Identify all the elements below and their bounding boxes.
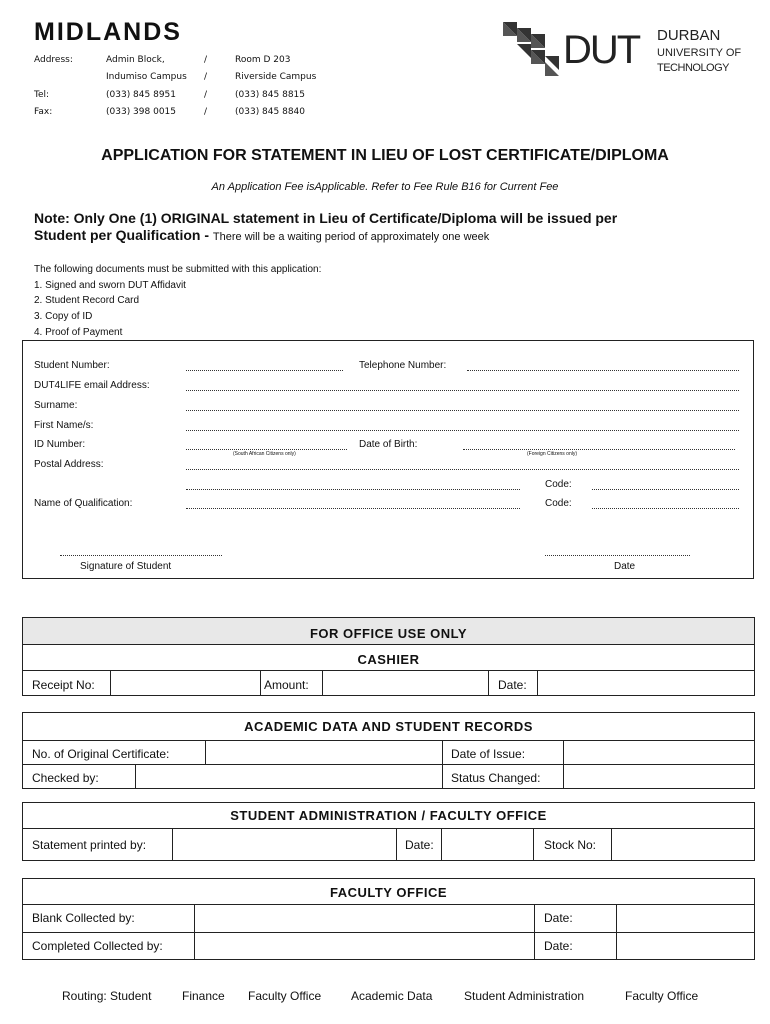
routing-academic-data: Academic Data [351,989,433,1003]
cashier-title: CASHIER [357,652,420,667]
tel-label: Tel: [34,90,50,100]
note-line2: Student per Qualification - [34,227,213,243]
office-use-title: FOR OFFICE USE ONLY [309,626,468,641]
qualification-label: Name of Qualification: [34,498,133,509]
address-slash: / [204,72,208,82]
tel-slash: / [204,90,208,100]
printed-by-label: Statement printed by: [32,838,147,852]
list-item: 3. Copy of ID [34,311,93,323]
dob-field[interactable] [463,449,735,450]
orig-cert-label: No. of Original Certificate: [32,747,170,761]
address-slash: / [204,55,208,65]
email-field[interactable] [186,390,739,391]
orig-cert-field[interactable] [206,741,441,764]
receipt-field[interactable] [111,671,259,696]
code-label: Code: [545,479,572,490]
stock-no-label: Stock No: [544,838,597,852]
documents-intro: The following documents must be submitted with this application: [34,264,322,275]
surname-field[interactable] [186,410,739,411]
list-item: 4. Proof of Payment [34,326,123,338]
note-line2-small: There will be a waiting period of approximately one week [212,231,490,243]
amount-field[interactable] [323,671,487,696]
fax-label: Fax: [34,107,53,117]
note [34,210,734,246]
code-label-2: Code: [545,498,572,509]
amount-label: Amount: [264,678,309,692]
campus-name: MIDLANDS [34,18,182,46]
fax-slash: / [204,107,208,117]
routing-label: Routing: Student [62,989,152,1003]
logo-abbr: DUT [563,28,640,72]
page-title: APPLICATION FOR STATEMENT IN LIEU OF LOST CERTIFICATE/DIPLOMA [101,147,669,164]
status-changed-field[interactable] [564,765,753,789]
routing-faculty-office-2: Faculty Office [625,989,699,1003]
academic-box [22,712,755,789]
address-2b: Riverside Campus [235,72,317,82]
tel-1: (033) 845 8951 [106,90,177,100]
completed-date-label: Date: [544,939,573,953]
first-names-label: First Name/s: [34,420,94,431]
dut-logo [503,22,653,78]
dut-logo-mark-icon [503,22,561,76]
receipt-label: Receipt No: [32,678,95,692]
blank-collected-label: Blank Collected by: [32,911,135,925]
admin-date-field[interactable] [442,829,532,861]
cashier-date-label: Date: [498,678,527,692]
address-1a: Admin Block, [106,55,165,65]
completed-collected-label: Completed Collected by: [32,939,163,953]
id-hint: (South African Citizens only) [233,451,296,457]
student-admin-title: STUDENT ADMINISTRATION / FACULTY OFFICE [230,808,547,823]
postal-field-2[interactable] [186,489,520,490]
address-label: Address: [34,55,73,65]
routing-faculty-office: Faculty Office [248,989,322,1003]
id-number-label: ID Number: [34,439,86,450]
blank-date-field[interactable] [617,905,753,932]
address-2a: Room D 203 [235,55,291,65]
documents-list [34,262,321,341]
id-number-field[interactable] [186,449,347,450]
academic-title: ACADEMIC DATA AND STUDENT RECORDS [244,719,533,734]
first-names-field[interactable] [186,430,739,431]
dob-label: Date of Birth: [359,439,418,450]
logo-line1: DURBAN [657,27,721,44]
student-admin-box [22,802,755,861]
note-line1: Note: Only One (1) ORIGINAL statement in Lieu of Certificate/Diploma will be issued per [34,210,618,226]
student-number-label: Student Number: [34,360,110,371]
office-cashier-box [22,617,755,696]
tel-2: (033) 845 8815 [235,90,306,100]
student-number-field[interactable] [186,370,343,371]
telephone-label: Telephone Number: [359,360,447,371]
email-label: DUT4LIFE email Address: [34,380,150,391]
faculty-office-box [22,878,755,960]
postal-label: Postal Address: [34,459,104,470]
date-issue-label: Date of Issue: [451,747,526,761]
postal-code-field[interactable] [592,489,739,490]
faculty-office-title: FACULTY OFFICE [329,885,448,900]
date-issue-field[interactable] [564,741,753,764]
signature-date-line[interactable] [545,555,690,556]
blank-date-label: Date: [544,911,573,925]
surname-label: Surname: [34,400,78,411]
postal-field-1[interactable] [186,469,739,470]
qualification-field[interactable] [186,508,520,509]
fee-note: An Application Fee isApplicable. Refer to Fee Rule B16 for Current Fee [211,181,559,193]
list-item: 2. Student Record Card [34,295,140,307]
completed-date-field[interactable] [617,933,753,960]
fax-1: (033) 398 0015 [106,107,177,117]
telephone-field[interactable] [467,370,739,371]
status-changed-label: Status Changed: [451,771,541,785]
signature-label: Signature of Student [80,561,172,572]
signature-line[interactable] [60,555,222,556]
address-1b: Indumiso Campus [106,72,187,82]
qualification-code-field[interactable] [592,508,739,509]
routing-finance: Finance [182,989,225,1003]
stock-no-field[interactable] [612,829,753,861]
logo-line2: UNIVERSITY OF [657,47,742,59]
signature-date-label: Date [614,561,636,572]
checked-by-field[interactable] [136,765,441,789]
cashier-date-field[interactable] [538,671,753,696]
list-item: 1. Signed and sworn DUT Affidavit [34,279,186,291]
logo-line3: TECHNOLOGY [657,62,730,74]
student-form [22,340,754,579]
blank-collected-field[interactable] [195,905,533,932]
checked-by-label: Checked by: [32,771,99,785]
dob-hint: (Foreign Citizens only) [527,451,578,457]
printed-by-field[interactable] [173,829,395,861]
completed-collected-field[interactable] [195,933,533,960]
fax-2: (033) 845 8840 [235,107,306,117]
routing-student-admin: Student Administration [464,989,585,1003]
admin-date-label: Date: [405,838,434,852]
